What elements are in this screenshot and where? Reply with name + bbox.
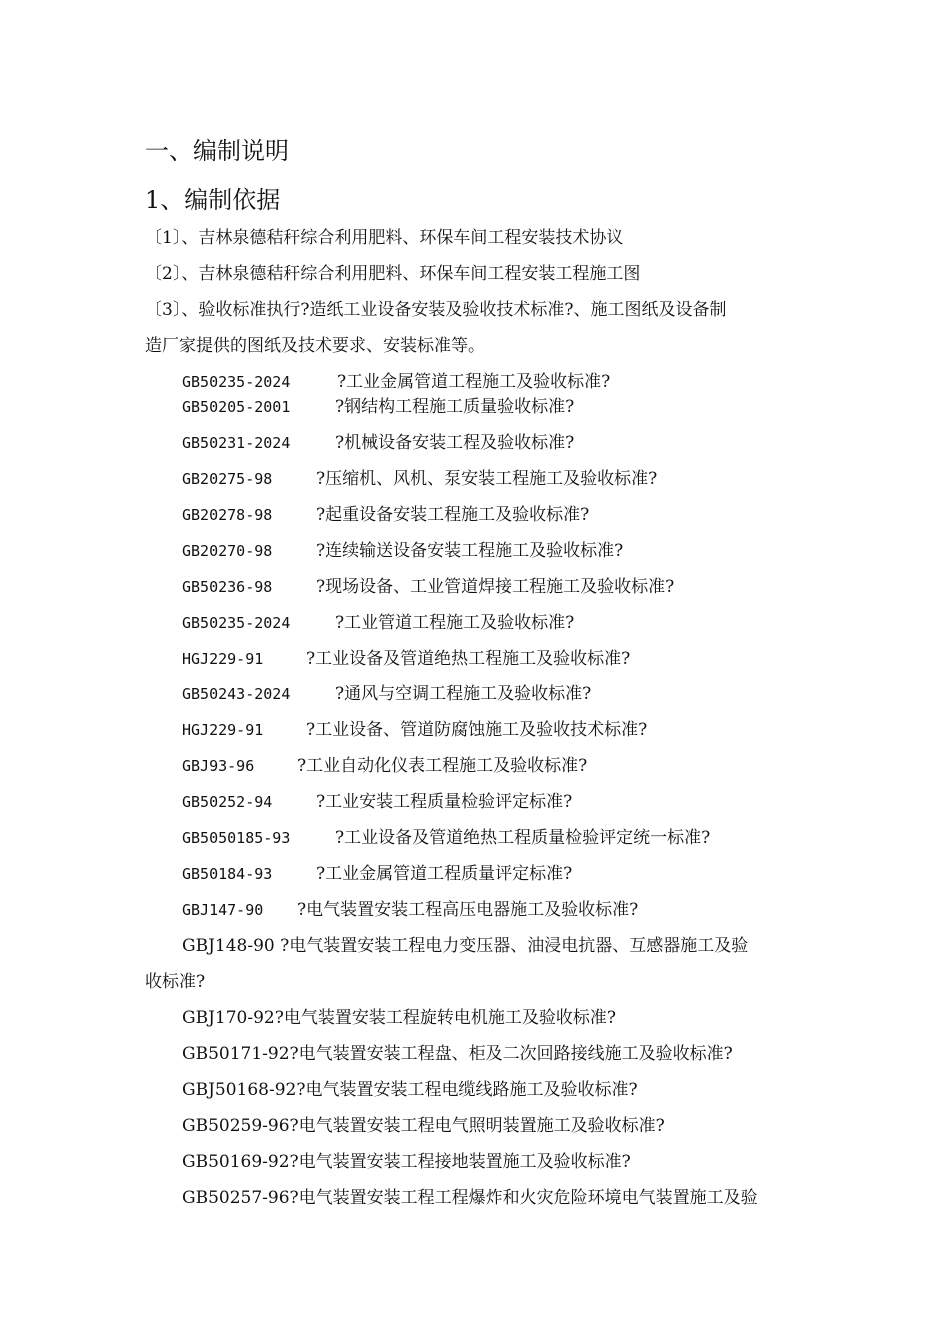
standard-line <box>182 898 638 922</box>
standard-code: GB50252-94 <box>182 793 273 811</box>
standard-title: ?通风与空调工程施工及验收标准? <box>335 684 592 704</box>
electrical-standard-line: GBJ50168-92?电气装置安装工程电缆线路施工及验收标准? <box>182 1080 638 1100</box>
standard-line <box>182 370 610 394</box>
standard-line <box>182 611 574 635</box>
standard-code: GB50184-93 <box>182 865 273 883</box>
standard-line <box>182 790 572 814</box>
standard-code: GB5050185-93 <box>182 829 291 847</box>
standard-title: ?钢结构工程施工质量验收标准? <box>335 397 575 417</box>
electrical-standard-line: GB50169-92?电气装置安装工程接地装置施工及验收标准? <box>182 1152 631 1172</box>
standard-line <box>182 826 710 850</box>
standard-code: GB50235-2024 <box>182 373 291 391</box>
standard-title: ?起重设备安装工程施工及验收标准? <box>316 505 590 525</box>
standard-code: GB20278-98 <box>182 506 273 524</box>
standard-title: ?工业金属管道工程质量评定标准? <box>316 864 573 884</box>
standard-title: ?工业金属管道工程施工及验收标准? <box>337 372 611 392</box>
standard-code: GBJ93-96 <box>182 757 255 775</box>
standard-title: ?工业管道工程施工及验收标准? <box>335 613 575 633</box>
standard-title: ?现场设备、工业管道焊接工程施工及验收标准? <box>316 577 675 597</box>
standard-line <box>182 575 674 599</box>
standard-line <box>182 467 657 491</box>
standard-line <box>182 539 623 563</box>
standard-line <box>182 682 591 706</box>
electrical-standard-line: GBJ148-90 ?电气装置安装工程电力变压器、油浸电抗器、互感器施工及验 <box>182 936 749 956</box>
standard-code: GB50205-2001 <box>182 398 291 416</box>
section-heading: 一、编制说明 <box>145 137 289 165</box>
standard-line <box>182 431 574 455</box>
electrical-standard-line: GB50171-92?电气装置安装工程盘、柜及二次回路接线施工及验收标准? <box>182 1044 733 1064</box>
standard-line <box>182 862 572 886</box>
standard-code: GB20270-98 <box>182 542 273 560</box>
standard-title: ?连续输送设备安装工程施工及验收标准? <box>316 541 624 561</box>
standard-code: GB50243-2024 <box>182 685 291 703</box>
standard-code: GB50236-98 <box>182 578 273 596</box>
standard-title: ?机械设备安装工程及验收标准? <box>335 433 575 453</box>
standard-line <box>182 754 587 778</box>
standard-title: ?工业自动化仪表工程施工及验收标准? <box>297 756 588 776</box>
standard-line <box>182 503 589 527</box>
electrical-standard-line-continued: 收标准? <box>145 972 206 992</box>
standard-title: ?工业设备及管道绝热工程施工及验收标准? <box>306 649 631 669</box>
basis-item: 〔3〕、验收标准执行?造纸工业设备安装及验收技术标准?、施工图纸及设备制 <box>145 300 727 320</box>
standard-title: ?电气装置安装工程高压电器施工及验收标准? <box>297 900 639 920</box>
standard-line <box>182 395 574 419</box>
standard-code: GB50235-2024 <box>182 614 291 632</box>
standard-code: GB50231-2024 <box>182 434 291 452</box>
standard-title: ?工业设备及管道绝热工程质量检验评定统一标准? <box>335 828 711 848</box>
standard-line <box>182 718 647 742</box>
standard-code: GBJ147-90 <box>182 901 264 919</box>
electrical-standard-line: GBJ170-92?电气装置安装工程旋转电机施工及验收标准? <box>182 1008 616 1028</box>
electrical-standard-line: GB50257-96?电气装置安装工程工程爆炸和火灾危险环境电气装置施工及验 <box>182 1188 758 1208</box>
subsection-heading: 1、编制依据 <box>145 186 281 214</box>
basis-item-continued: 造厂家提供的图纸及技术要求、安装标准等。 <box>145 336 485 356</box>
basis-item: 〔1〕、吉林泉德秸秆综合利用肥料、环保车间工程安装技术协议 <box>145 228 624 248</box>
standard-code: HGJ229-91 <box>182 650 264 668</box>
standard-title: ?工业安装工程质量检验评定标准? <box>316 792 573 812</box>
standard-title: ?压缩机、风机、泵安装工程施工及验收标准? <box>316 469 658 489</box>
standard-code: HGJ229-91 <box>182 721 264 739</box>
standard-code: GB20275-98 <box>182 470 273 488</box>
electrical-standard-line: GB50259-96?电气装置安装工程电气照明装置施工及验收标准? <box>182 1116 665 1136</box>
standard-title: ?工业设备、管道防腐蚀施工及验收技术标准? <box>306 720 648 740</box>
standard-line <box>182 647 630 671</box>
basis-item: 〔2〕、吉林泉德秸秆综合利用肥料、环保车间工程安装工程施工图 <box>145 264 641 284</box>
